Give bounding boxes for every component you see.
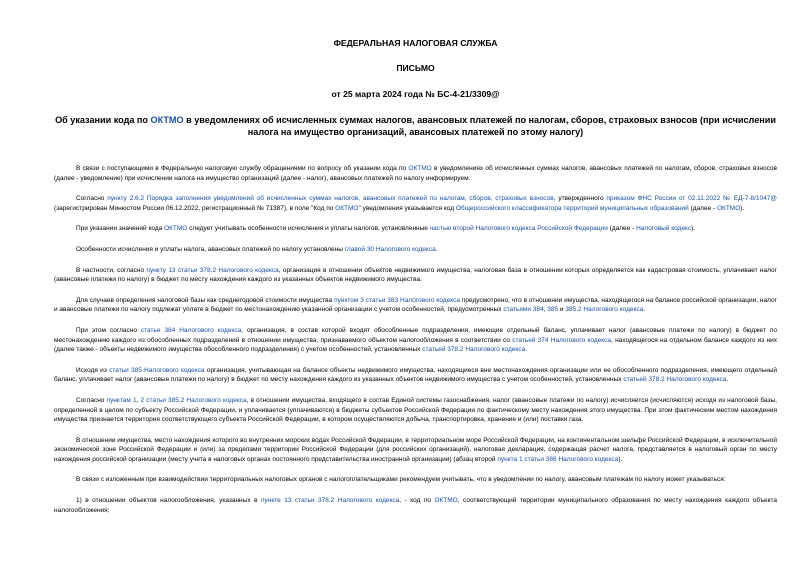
reference-link[interactable]: статьей 378.2 Налогового кодекса (422, 346, 526, 354)
paragraph-text: В частности, согласно (76, 266, 147, 274)
paragraph-text: следует учитывать особенности исчисления и уплаты налогов, установленные (187, 225, 430, 233)
document-body (54, 164, 777, 515)
reference-link[interactable]: Налоговый кодекс (636, 225, 692, 233)
body-paragraph (54, 436, 777, 465)
paragraph-text: , находящегося на отдельном балансе каждого из них (далее также - объекты недвижимого имущества обособленного подразделения) с учетом особенностей, установленных (54, 336, 777, 354)
reference-link[interactable]: пунктом 3 статьи 383 Налогового кодекса (334, 296, 460, 304)
paragraph-text: В связи с поступающими в Федеральную налоговую службу обращениями по вопросу об указании кода по (76, 165, 409, 172)
body-paragraph (54, 194, 777, 213)
paragraph-text: , утвержденного (553, 195, 607, 203)
reference-link[interactable]: пункту 2.6.2 Порядка заполнения уведомлений об исчисленных суммах налогов, авансовых платежей по налогам, сборов, страховых взносов (107, 195, 554, 203)
reference-link[interactable]: 385 (547, 306, 559, 314)
paragraph-text: , (136, 396, 141, 404)
paragraph-text: . (525, 346, 527, 354)
paragraph-text: , организация в отношении объектов недвижимого имущества, налоговая база в отношении которых определяется как кадастровая стоимость, уплачивает налог (авансовые платежи по налогу) в бюджет по месту нахождения каждого из указанных объектов недвижимого имущества. (54, 266, 777, 284)
reference-link[interactable]: 2 статьи 385.2 Налогового кодекса (140, 396, 247, 404)
paragraph-text: ). (740, 204, 745, 212)
reference-link[interactable]: пункте 13 статьи 378.2 Налогового кодекса (260, 497, 400, 505)
reference-link[interactable]: ОКТМО (335, 204, 359, 212)
reference-link[interactable]: 385.2 Налогового кодекса (565, 306, 644, 314)
reference-link[interactable]: Общероссийского классификатора территорий муниципальных образований (455, 204, 689, 212)
body-paragraph (54, 496, 777, 515)
reference-link[interactable]: пункта 1 статьи 386 Налогового кодекса (497, 455, 619, 463)
document-type-heading: ПИСЬМО (396, 63, 435, 73)
paragraph-text: (зарегистрирован Минюстом России 06.12.2022, регистрационный № 71387), в поле "Код по (54, 204, 336, 212)
body-paragraph (54, 366, 777, 385)
document-title (54, 114, 777, 138)
body-paragraph (54, 326, 777, 355)
reference-link[interactable]: ОКТМО (408, 165, 432, 172)
paragraph-text: В связи с изложенным при взаимодействии территориальных налоговых органов с налогоплательщиками рекомендуем учитывать, что в уведомлении по налогу, авансовым платежам по налогу может указываться: (76, 476, 726, 484)
paragraph-text: ). (618, 455, 623, 463)
reference-link[interactable]: частью второй Налогового кодекса Российской Федерации (429, 225, 608, 233)
paragraph-text: и (558, 306, 566, 314)
reference-link[interactable]: статьями 384 (503, 306, 544, 314)
paragraph-text: предусмотрено, что в отношении имущества, находящегося на балансе российской организации, налог и авансовые платежи по налогу подлежат уплате в бюджет по местонахождению указанной организации с учетом особенностей, предусмотренных (54, 296, 777, 314)
paragraph-text: При указании значений кода (76, 225, 165, 233)
body-paragraph (54, 396, 777, 425)
body-paragraph (54, 245, 777, 255)
paragraph-text: , - код по (399, 497, 435, 505)
paragraph-text: Для случаев определения налоговой базы как среднегодовой стоимости имущества (76, 296, 335, 304)
paragraph-text: . (643, 306, 646, 314)
reference-link[interactable]: статьей 378.2 Налогового кодекса (623, 376, 727, 384)
body-paragraph (54, 164, 777, 183)
paragraph-text: организация, учитывающая на балансе объекты недвижимого имущества, находящиеся вне местонахождения организации или ее обособленного подразделения, имеющего отдельный баланс, уплачивает налог (авансовые платежи по налогу) в бюджет по месту нахождения каждого из указанных объектов недвижимого имущества с учетом особенностей, установленных (54, 366, 778, 384)
paragraph-text: 1) в отношении объектов налогообложения, указанных в (76, 497, 261, 505)
paragraph-text: , соответствующий территории муниципального образования по месту нахождения каждого объекта налогообложения; (54, 497, 777, 514)
paragraph-text: , (543, 306, 548, 314)
paragraph-text: ). (691, 225, 696, 233)
date-number-heading: от 25 марта 2024 года № БС-4-21/3309@ (331, 89, 500, 99)
paragraph-text: Согласно (76, 195, 108, 203)
body-paragraph (54, 475, 777, 485)
reference-link[interactable]: главой 30 Налогового кодекса (344, 245, 436, 253)
paragraph-text: (далее - (607, 225, 637, 233)
paragraph-text: Особенности исчисления и уплаты налога, авансовых платежей по налогу установлены (76, 245, 345, 253)
body-paragraph (54, 266, 777, 285)
title-text-end: в уведомлениях об исчисленных суммах налогов, авансовых платежей по налогам, сборов, страховых взносов (при исчислении налога на имущество организаций, авансовых платежей по этому налогу) (183, 115, 776, 137)
reference-link[interactable]: статьи 385 Налогового кодекса (109, 366, 205, 374)
paragraph-text: При этом согласно (76, 326, 141, 334)
title-oktmo-link[interactable]: ОКТМО (150, 115, 184, 125)
reference-link[interactable]: ОКТМО (716, 204, 741, 212)
reference-link[interactable]: статьей 374 Налогового кодекса (512, 336, 612, 344)
reference-link[interactable]: ОКТМО (434, 497, 458, 505)
reference-link[interactable]: приказом ФНС России от 02.11.2022 № ЕД-7-8/1047@ (606, 195, 777, 203)
reference-link[interactable]: статье 384 Налогового кодекса (140, 326, 242, 334)
body-paragraph (54, 296, 777, 315)
paragraph-text: . (435, 245, 438, 253)
paragraph-text: В отношении имущества, место нахождения которого во внутренних морских водах Российской Федерации, в территориальном море Российской Федерации, на континентальном шельфе Российской Федерации, в исключительной экономической зоне Российской Федерации и (или) за пределами территории Российской Федерации (для российских организаций), налоговая декларация, содержащая расчет налога, представляется в налоговый орган по месту нахождения российской организации (месту учета в налоговых органах постоянного представительства иностранной организации) (абзац второй (54, 436, 777, 463)
paragraph-text: в уведомлениях об исчисленных суммах налогов, авансовых платежей по налогам, сборов, страховых взносов (далее - уведомление) при исчислении налога на имущество организаций (далее - налог), авансовых платежей по налогу информируем. (54, 165, 778, 182)
reference-link[interactable]: пункту 13 статьи 378.2 Налогового кодекса (146, 266, 279, 274)
paragraph-text: (далее - (688, 204, 717, 212)
paragraph-text: . (726, 376, 729, 384)
body-paragraph (54, 224, 777, 234)
agency-heading: ФЕДЕРАЛЬНАЯ НАЛОГОВАЯ СЛУЖБА (333, 38, 498, 48)
paragraph-text: Исходя из (76, 366, 110, 374)
paragraph-text: " уведомления указывается код (358, 204, 456, 212)
reference-link[interactable]: ОКТМО (164, 225, 188, 233)
paragraph-text: Согласно (76, 396, 107, 404)
title-text-start: Об указании кода по (55, 115, 151, 125)
paragraph-text: , организация, в состав которой входят обособленные подразделения, имеющие отдельный баланс, уплачивает налог (авансовые платежи по налогу) в бюджет по местонахождению каждого из обособленных подразделений в отношении имущества, признаваемого объектом налогообложения в соответствии со (54, 326, 777, 344)
reference-link[interactable]: пунктам 1 (106, 396, 137, 404)
paragraph-text: , в отношении имущества, входящего в состав Единой системы газоснабжения, налог (авансовые платежи по налогу) исчисляется (исчисляются) исходя из налоговой базы, определенной в целом по субъекту Российской Федерации, и уплачивается (уплачиваются) в бюджеты субъектов Российской Федерации по фактическому месту нахождения этого имущества. При этом фактическим местом нахождения имущества признается территория соответствующего субъекта Российской Федерации, в котором осуществляются добыча, транспортировка, хранение и (или) поставки газа. (54, 396, 777, 424)
